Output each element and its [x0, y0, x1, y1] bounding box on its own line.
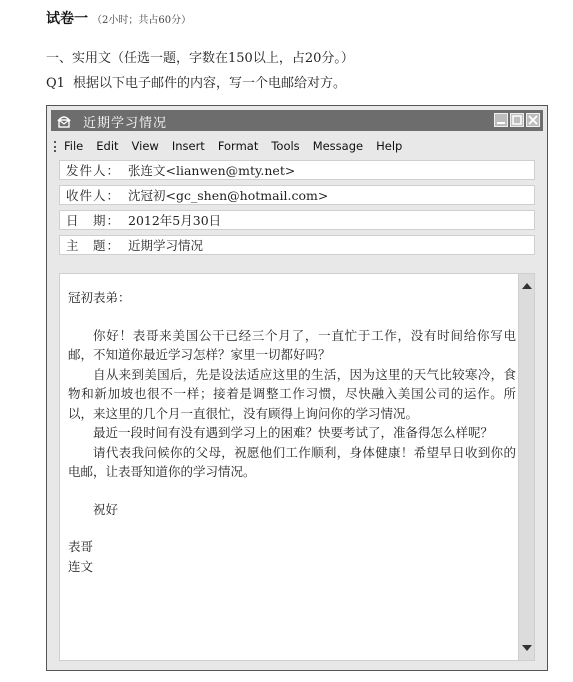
vertical-scrollbar[interactable] — [518, 274, 534, 660]
question-text: 根据以下电子邮件的内容，写一个电邮给对方。 — [72, 76, 346, 91]
minimize-button[interactable] — [494, 113, 508, 127]
menu-file[interactable]: File — [64, 139, 84, 153]
menu-message[interactable]: Message — [312, 139, 364, 153]
minimize-icon — [495, 114, 507, 126]
menu-view[interactable]: View — [131, 139, 159, 153]
menu-insert[interactable]: Insert — [171, 139, 205, 153]
maximize-icon — [511, 114, 523, 126]
letter-signature-title: 表哥 — [68, 539, 94, 554]
letter-paragraph: 请代表我问候你的父母，祝愿他们工作顺利，身体健康！希望早日收到你的电邮，让表哥知道你的学习情况。 — [68, 444, 516, 479]
scroll-up-arrow-icon[interactable] — [521, 280, 533, 292]
subject-value: 近期学习情况 — [128, 238, 204, 253]
paper-title-text: 试卷一 — [46, 11, 88, 27]
letter-signature-name: 连文 — [68, 558, 94, 574]
close-icon — [527, 114, 539, 126]
subject-label: 主 题： — [66, 238, 121, 253]
letter-paragraph: 自从来到美国后，先是设法适应这里的生活，因为这里的天气比较寒冷，食物和新加坡也很不一样；接着是调整工作习惯，尽快融入美国公司的运作。所以，来这里的几个月一直很忙，没有顾得上询问你的学习情况。 — [68, 366, 516, 421]
letter-closing: 祝好 — [93, 501, 119, 517]
menu-edit[interactable]: Edit — [96, 139, 119, 153]
toolbar-grip-icon — [54, 141, 59, 152]
scroll-down-arrow-icon[interactable] — [521, 642, 533, 654]
to-field[interactable] — [59, 185, 535, 205]
letter-salutation: 冠初表弟： — [68, 290, 131, 305]
window-controls — [494, 113, 540, 127]
message-body[interactable] — [59, 273, 535, 661]
letter-paragraph: 最近一段时间有没有遇到学习上的困难？快要考试了，准备得怎么样呢？ — [93, 425, 494, 440]
to-value: 沈冠初<gc_shen@hotmail.com> — [128, 188, 329, 203]
title-bar[interactable] — [51, 110, 543, 131]
letter-paragraph: 你好！表哥来美国公干已经三个月了，一直忙于工作，没有时间给你写电邮，不知道你最近学习怎样？家里一切都好吗？ — [68, 327, 516, 362]
close-button[interactable] — [526, 113, 540, 127]
date-label: 日 期： — [66, 213, 121, 228]
paper-time-note: （2小时；共占60分） — [92, 15, 192, 26]
from-value: 张连文<lianwen@mty.net> — [128, 163, 296, 178]
question-number: Q1 — [46, 76, 65, 91]
menu-help[interactable]: Help — [376, 139, 403, 153]
date-value: 2012年5月30日 — [128, 213, 222, 228]
paper-title — [46, 8, 191, 28]
menu-bar — [51, 136, 543, 156]
date-field[interactable] — [59, 210, 535, 230]
email-window — [46, 105, 548, 671]
subject-field[interactable] — [59, 235, 535, 255]
letter-text — [68, 288, 516, 576]
window-title: 近期学习情况 — [83, 116, 168, 131]
question-line — [46, 72, 346, 91]
from-field[interactable] — [59, 160, 535, 180]
menu-tools[interactable]: Tools — [271, 139, 300, 153]
to-label: 收件人： — [66, 188, 121, 203]
menu-format[interactable]: Format — [217, 139, 259, 153]
maximize-button[interactable] — [510, 113, 524, 127]
from-label: 发件人： — [66, 163, 121, 178]
section-heading: 一、实用文（任选一题，字数在150以上，占20分。） — [46, 51, 354, 66]
mail-app-icon — [55, 112, 73, 129]
